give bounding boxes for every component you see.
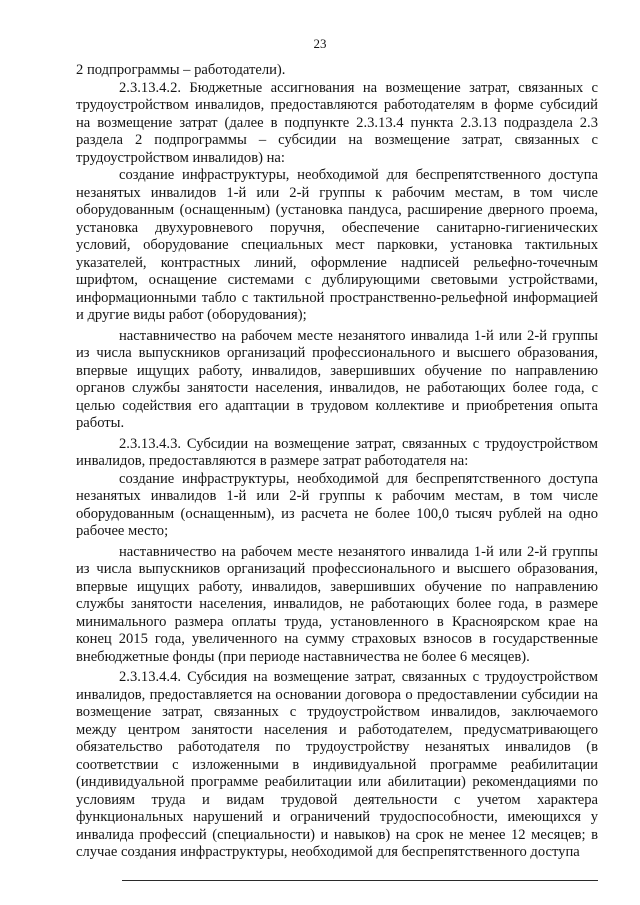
paragraph-mentoring: наставничество на рабочем месте незанятого инвалида 1-й или 2-й группы из числа выпускников организаций профессионального и высшего образования, впервые ищущих работу, инвалидов, завершивших обучение по направлению органов службы занятости населения, инвалидов, не работающих более года, с целью содействия его адаптации в трудовом коллективе и приобретения опыта работы.	[76, 327, 598, 431]
paragraph-2-3-13-4-3: 2.3.13.4.3. Субсидии на возмещение затрат, связанных с трудоустройством инвалидов, предоставляются в размере затрат работодателя на:	[76, 435, 598, 469]
paragraph-infrastructure: создание инфраструктуры, необходимой для беспрепятственного доступа незанятых инвалидов 1-й или 2-й группы к рабочим местам, в том числе оборудованным (оснащенным) (установка пандуса, расширение дверного проема, установка двухуровневого поручня, обеспечение санитарно-гигиенических условий, оборудование специальных мест парковки, установка тактильных указателей, контрастных линий, оформление надписей рельефно-точечным шрифтом, оснащение системами с дублирующими световыми устройствами, информационными табло с тактильной пространственно-рельефной информацией и другие виды работ (оборудования);	[76, 167, 598, 323]
document-body	[76, 62, 598, 862]
paragraph-continuation: 2 подпрограммы – работодатели).	[76, 62, 286, 78]
page-number: 23	[313, 36, 327, 51]
paragraph-mentoring-amount: наставничество на рабочем месте незанятого инвалида 1-й или 2-й группы из числа выпускников организаций профессионального и высшего образования, впервые ищущих работу, инвалидов, завершивших обучение по направлению службы занятости населения, инвалидов, не работающих более года, в размере минимального размера оплаты труда, установленного в Красноярском крае на конец 2015 года, увеличенного на сумму страховых взносов в государственные внебюджетные фонды (при периоде наставничества не более 6 месяцев).	[76, 543, 598, 665]
bottom-divider	[122, 880, 598, 881]
paragraph-infrastructure-amount: создание инфраструктуры, необходимой для беспрепятственного доступа незанятых инвалидов 1-й или 2-й группы к рабочим местам, в том числе оборудованным (оснащенным), из расчета не более 100,0 тысяч рублей на одно рабочее место;	[76, 470, 598, 539]
paragraph-2-3-13-4-4: 2.3.13.4.4. Субсидия на возмещение затрат, связанных с трудоустройством инвалидов, предоставляется на основании договора о предоставлении субсидии на возмещение затрат, связанных с трудоустройством инвалидов, заключаемого между центром занятости населения и работодателем, предусматривающего обязательство работодателя по трудоустройству незанятых инвалидов (в соответствии с изложенными в индивидуальной программе реабилитации (индивидуальной программе реабилитации или абилитации) рекомендациями по условиям труда и видам трудовой деятельности с учетом характера функциональных нарушений и ограничений трудоспособности, имеющихся у инвалида профессий (специальности) и навыков) на срок не менее 12 месяцев; в случае создания инфраструктуры, необходимой для беспрепятственного доступа	[76, 669, 598, 860]
paragraph-2-3-13-4-2: 2.3.13.4.2. Бюджетные ассигнования на возмещение затрат, связанных с трудоустройством инвалидов, предоставляются работодателям в форме субсидий на возмещение затрат (далее в подпункте 2.3.13.4 пункта 2.3.13 подраздела 2.3 раздела 2 подпрограммы – субсидии на возмещение затрат, связанных с трудоустройством инвалидов) на:	[76, 79, 598, 166]
